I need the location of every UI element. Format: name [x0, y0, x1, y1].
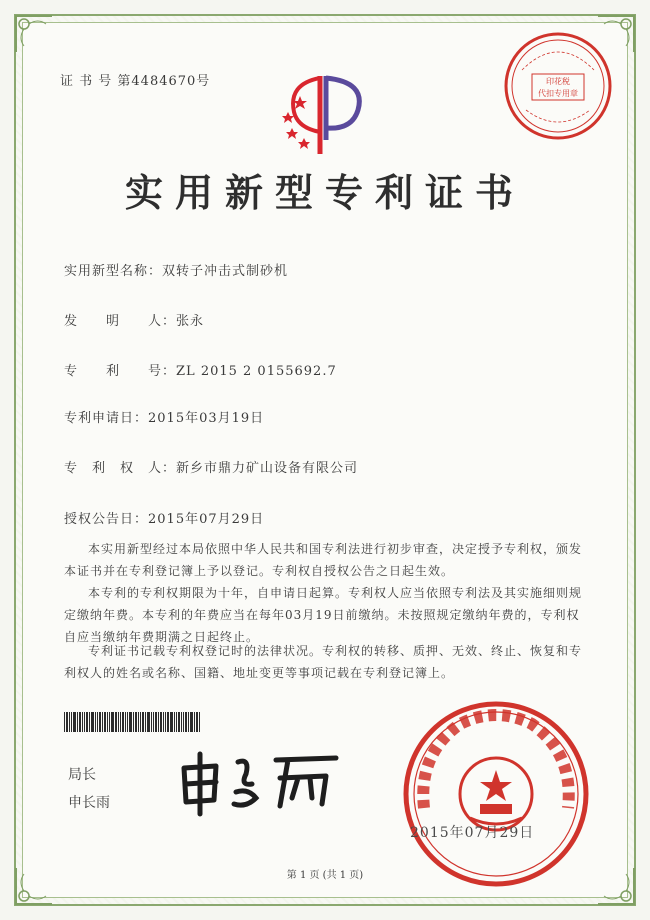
field-utility-model-name: 实用新型名称：双转子冲击式制砂机 [64, 264, 289, 279]
barcode-bar [178, 712, 180, 732]
patent-office-logo-icon [278, 68, 368, 158]
barcode-bar [174, 712, 175, 732]
certificate-number-label: 证 书 号 [60, 74, 113, 89]
barcode-bar [97, 712, 98, 732]
svg-text:代扣专用章: 代扣专用章 [538, 89, 578, 98]
field-patent-number: 专 利 号：ZL 2015 2 0155692.7 [64, 364, 337, 379]
page-number: 第 1 页 (共 1 页) [286, 870, 364, 881]
barcode-bar [122, 712, 124, 732]
director-title: 局长 [68, 767, 96, 783]
barcode-bar [86, 712, 88, 732]
barcode-bar [151, 712, 152, 732]
barcode-bar [66, 712, 68, 732]
barcode-bar [73, 712, 76, 732]
barcode-bar [107, 712, 108, 732]
barcode-bar [89, 712, 90, 732]
barcode-bar [158, 712, 159, 732]
barcode-bar [69, 712, 70, 732]
barcode-bar [153, 712, 154, 732]
barcode-bar [133, 712, 134, 732]
barcode-bar [102, 712, 103, 732]
barcode-bar [199, 712, 200, 732]
barcode-bar [91, 712, 94, 732]
paragraph-examination: 本实用新型经过本局依照中华人民共和国专利法进行初步审查，决定授予专利权，颁发本证书并在专利登记簿上予以登记。专利权自授权公告之日起生效。 [64, 542, 583, 578]
barcode-bar [176, 712, 177, 732]
barcode-bar [82, 712, 83, 732]
barcode-bar [160, 712, 162, 732]
certificate-number-value: 第4484670号 [117, 74, 211, 89]
barcode-bar [99, 712, 101, 732]
document-title: 实用新型专利证书 [124, 170, 525, 215]
barcode-bar [120, 712, 121, 732]
certificate-number [60, 70, 210, 89]
director-signature [176, 748, 346, 818]
barcode-bar [145, 712, 146, 732]
barcode-bar [196, 712, 198, 732]
paragraph-legal-status: 专利证书记载专利权登记时的法律状况。专利权的转移、质押、无效、终止、恢复和专利权人的姓名或名称、国籍、地址变更等事项记载在专利登记簿上。 [64, 644, 583, 680]
barcode-bar [104, 712, 106, 732]
barcode-bar [79, 712, 81, 732]
field-patentee: 专 利 权 人：新乡市鼎力矿山设备有限公司 [64, 461, 359, 476]
barcode-bar [125, 712, 126, 732]
barcode-bar [64, 712, 65, 732]
barcode-bar [190, 712, 193, 732]
barcode-bar [155, 712, 157, 732]
barcode-bar [147, 712, 150, 732]
barcode-bar [84, 712, 85, 732]
barcode-bar [167, 712, 169, 732]
barcode-bar [183, 712, 184, 732]
director-name: 申长雨 [68, 795, 110, 811]
barcode-bar [115, 712, 117, 732]
barcode-bar [185, 712, 187, 732]
svg-text:印花税: 印花税 [546, 77, 570, 86]
field-grant-date: 授权公告日：2015年07月29日 [64, 512, 265, 527]
barcode-bar [127, 712, 128, 732]
barcode-bar [77, 712, 78, 732]
tax-stamp [502, 30, 614, 142]
paragraph-term: 本专利的专利权期限为十年，自申请日起算。专利权人应当依照专利法及其实施细则规定缴纳年费。本专利的年费应当在每年03月19日前缴纳。未按照规定缴纳年费的，专利权自应当缴纳年费期满之日起终止。 [64, 586, 583, 644]
barcode-bar [138, 712, 139, 732]
corner-ornament-icon [14, 14, 54, 54]
barcode-bar [135, 712, 137, 732]
barcode-bar [165, 712, 166, 732]
issue-date: 2015年07月29日 [410, 825, 535, 841]
barcode-bar [129, 712, 132, 732]
barcode [64, 712, 252, 732]
barcode-bar [71, 712, 72, 732]
barcode-bar [118, 712, 119, 732]
barcode-bar [140, 712, 141, 732]
barcode-bar [109, 712, 110, 732]
barcode-bar [194, 712, 195, 732]
barcode-bar [95, 712, 96, 732]
barcode-bar [142, 712, 144, 732]
national-ip-office-seal [400, 698, 592, 890]
barcode-bar [111, 712, 114, 732]
barcode-bar [188, 712, 189, 732]
barcode-bar [163, 712, 164, 732]
field-inventor: 发 明 人：张永 [64, 314, 205, 329]
barcode-bar [170, 712, 173, 732]
barcode-bar [181, 712, 182, 732]
field-application-date: 专利申请日：2015年03月19日 [64, 411, 265, 426]
